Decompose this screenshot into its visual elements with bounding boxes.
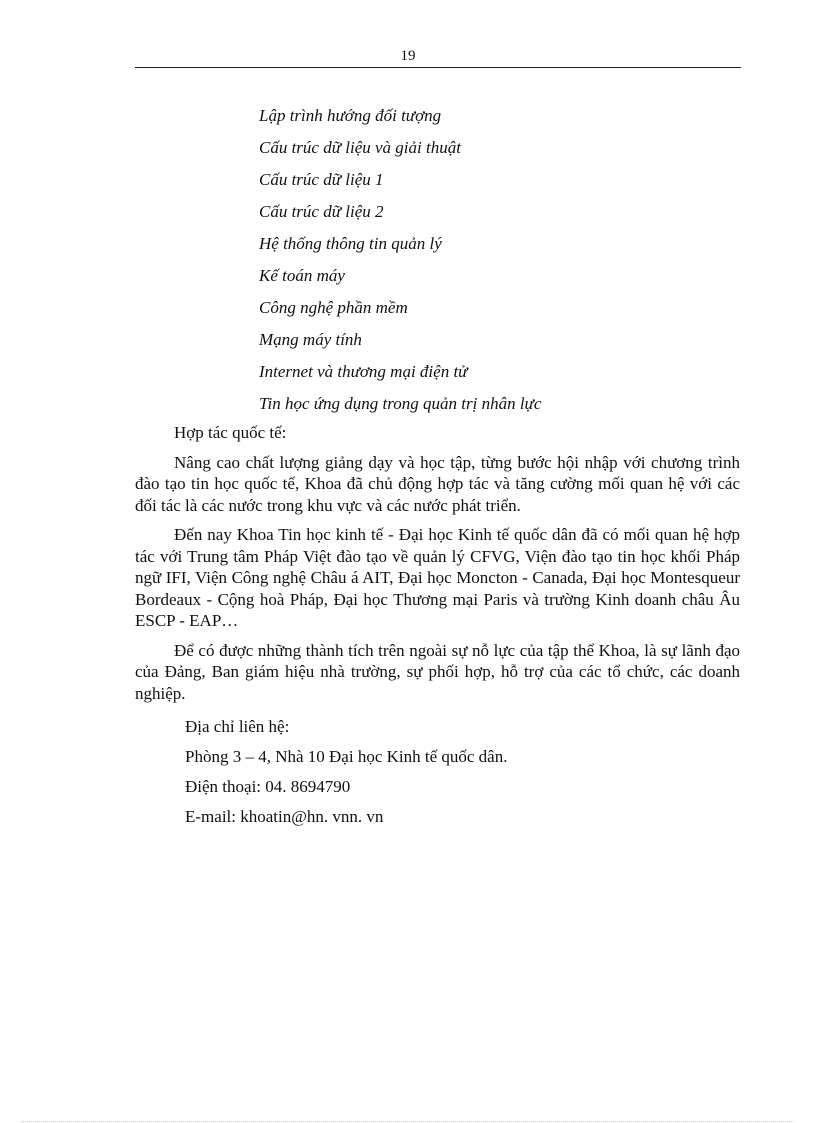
course-item: Cấu trúc dữ liệu và giải thuật <box>259 138 461 157</box>
course-item: Hệ thống thông tin quản lý <box>259 234 442 253</box>
body-text <box>135 422 740 832</box>
course-item: Tin học ứng dụng trong quản trị nhân lực <box>259 394 542 413</box>
page-bottom-border <box>22 1121 794 1122</box>
contact-address: Phòng 3 – 4, Nhà 10 Đại học Kinh tế quốc dân. <box>185 747 508 766</box>
paragraph-cooperation-goal: Nâng cao chất lượng giảng dạy và học tập, từng bước hội nhập với chương trình đào tạo tin học quốc tế, Khoa đã chủ động hợp tác và tăng cường mối quan hệ với các đối tác là các nước trong khu vực và các nước phát triển. <box>135 452 740 515</box>
contact-label: Địa chỉ liên hệ: <box>185 717 290 736</box>
header-rule <box>135 67 741 68</box>
course-item: Công nghệ phần mềm <box>259 298 408 317</box>
page-number: 19 <box>400 48 416 64</box>
course-item: Cấu trúc dữ liệu 2 <box>259 202 384 221</box>
paragraph-acknowledgement: Để có được những thành tích trên ngoài sự nỗ lực của tập thể Khoa, là sự lãnh đạo của Đảng, Ban giám hiệu nhà trường, sự phối hợp, hỗ trợ của các tổ chức, các doanh nghiệp. <box>135 640 740 703</box>
contact-email: E-mail: khoatin@hn. vnn. vn <box>185 807 384 826</box>
course-item: Mạng máy tính <box>259 330 362 349</box>
course-item: Internet và thương mại điện tử <box>259 362 468 381</box>
paragraph-partners: Đến nay Khoa Tin học kinh tế - Đại học Kinh tế quốc dân đã có mối quan hệ hợp tác với Trung tâm Pháp Việt đào tạo về quản lý CFVG, Viện đào tạo tin học khối Pháp ngữ IFI, Viện Công nghệ Châu á AIT, Đại học Moncton - Canada, Đại học Montesqueur Bordeaux - Cộng hoà Pháp, Đại học Thương mại Paris và trường Kinh doanh châu Âu ESCP - EAP… <box>135 525 740 630</box>
course-item: Lập trình hướng đối tượng <box>259 106 442 125</box>
course-item: Cấu trúc dữ liệu 1 <box>259 170 384 189</box>
contact-phone: Điện thoại: 04. 8694790 <box>185 777 351 796</box>
course-item: Kế toán máy <box>259 266 345 285</box>
contact-block <box>135 712 740 832</box>
course-list <box>259 100 541 420</box>
section-heading: Hợp tác quốc tế: <box>174 423 287 442</box>
